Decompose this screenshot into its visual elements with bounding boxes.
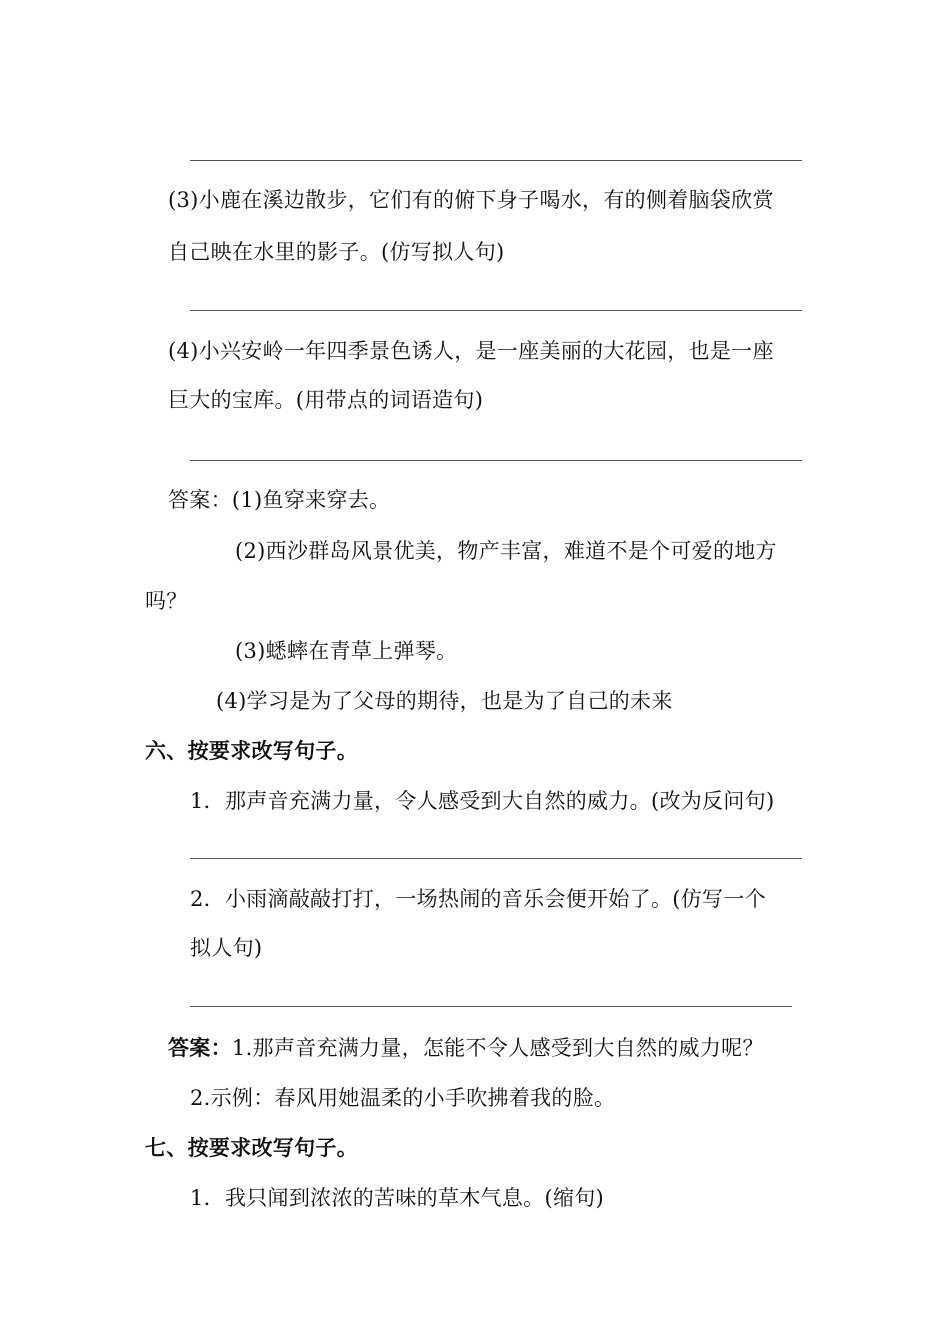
question-5-4-line-1: (4)小兴安岭一年四季景色诱人，是一座美丽的大花园，也是一座 <box>168 339 774 363</box>
question-5-3-line-2: 自己映在水里的影子。(仿写拟人句) <box>168 240 505 264</box>
question-6-1: 1．那声音充满力量，令人感受到大自然的威力。(改为反问句) <box>190 789 775 813</box>
question-6-2-line-2: 拟人句) <box>190 936 263 960</box>
answer-5-2-line-1: (2)西沙群岛风景优美，物产丰富，难道不是个可爱的地方 <box>235 539 777 563</box>
answer-blank-line[interactable] <box>190 460 802 461</box>
answer-6-1 <box>168 1034 764 1062</box>
answer-blank-line[interactable] <box>190 1006 792 1007</box>
answer-label: 答案： <box>168 1036 232 1060</box>
answer-blank-line[interactable] <box>190 858 802 859</box>
section-6-heading: 六、按要求改写句子。 <box>145 739 358 763</box>
answer-5-3: (3)蟋蟀在青草上弹琴。 <box>235 639 458 663</box>
answer-5-1: (1)鱼穿来穿去。 <box>231 488 391 512</box>
answer-6-1-text: 1.那声音充满力量，怎能不令人感受到大自然的威力呢？ <box>231 1036 764 1060</box>
question-7-1: 1．我只闻到浓浓的苦味的草木气息。(缩句) <box>190 1186 605 1210</box>
question-6-2-line-1: 2．小雨滴敲敲打打，一场热闹的音乐会便开始了。(仿写一个 <box>190 887 766 911</box>
section-7-heading: 七、按要求改写句子。 <box>145 1136 358 1160</box>
answer-blank-line[interactable] <box>190 310 802 311</box>
answer-5-2-line-2: 吗？ <box>145 589 188 613</box>
answer-6-2: 2.示例：春风用她温柔的小手吹拂着我的脸。 <box>190 1086 616 1110</box>
answer-label: 答案： <box>168 488 232 512</box>
answer-5 <box>168 486 390 514</box>
question-5-4-line-2: 巨大的宝库。(用带点的词语造句) <box>168 388 484 412</box>
question-5-3-line-1: (3)小鹿在溪边散步，它们有的俯下身子喝水，有的侧着脑袋欣赏 <box>168 188 774 212</box>
answer-5-4: (4)学习是为了父母的期待，也是为了自己的未来 <box>216 689 673 713</box>
answer-blank-line[interactable] <box>190 160 802 161</box>
